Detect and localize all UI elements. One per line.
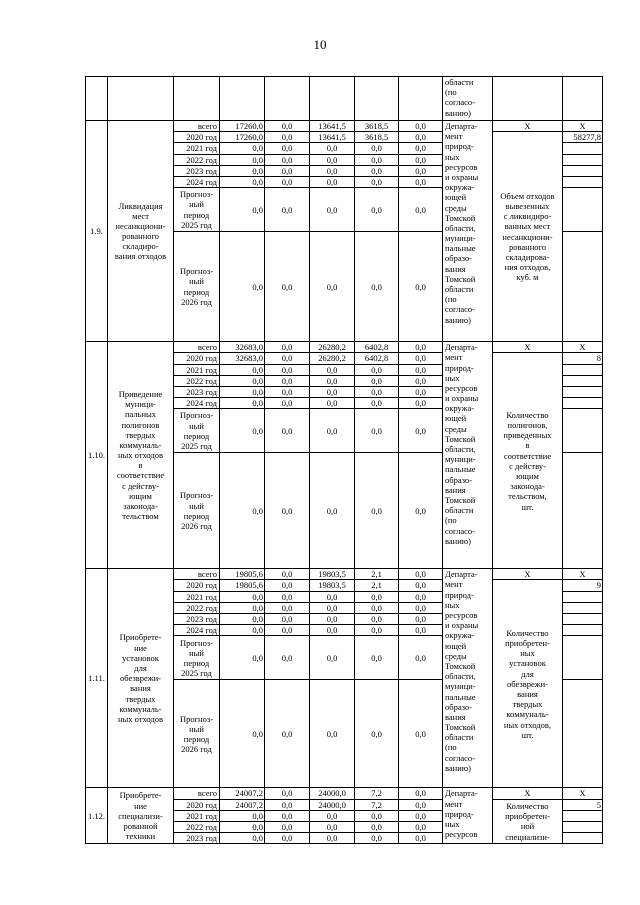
value-cell: 0,0 (355, 188, 399, 232)
value-cell: 0,0 (265, 636, 310, 680)
value-cell: 6402,8 (355, 353, 399, 364)
value-cell: 2,1 (355, 569, 399, 580)
value-cell: 0,0 (310, 453, 355, 569)
period-label: всего (174, 788, 220, 799)
value-cell: 0,0 (220, 453, 265, 569)
indicator-name: Количество полигонов, приведенных в соответствие с действу- ющим законода- тельством, шт. (493, 353, 563, 569)
value-cell: 0,0 (220, 833, 265, 844)
value-cell: 0,0 (265, 591, 310, 602)
value-cell: 0,0 (265, 143, 310, 154)
indicator-value (563, 409, 603, 453)
value-cell: 0,0 (399, 154, 443, 165)
value-cell: 0,0 (355, 386, 399, 397)
page-number: 10 (313, 37, 327, 52)
value-cell: 0,0 (399, 569, 443, 580)
period-label: всего (174, 569, 220, 580)
value-cell: 0,0 (310, 386, 355, 397)
value-cell: 0,0 (220, 409, 265, 453)
value-cell: 0,0 (220, 176, 265, 187)
value-cell: 0,0 (265, 188, 310, 232)
value-cell: 0,0 (265, 154, 310, 165)
value-cell: 0,0 (310, 364, 355, 375)
period-label: 2024 год (174, 176, 220, 187)
value-cell: 0,0 (355, 591, 399, 602)
executor-cell: Департа- мент природ- ных ресурсов и охраны окружа- ющей среды Томской области, муници- пальные образо- вания Томской области (по согласо- ванию) (443, 342, 493, 569)
executor-cell: области (по согласо- ванию) (443, 77, 493, 121)
value-cell: 0,0 (265, 165, 310, 176)
value-cell: 0,0 (399, 121, 443, 132)
period-label: 2020 год (174, 132, 220, 143)
value-cell: 0,0 (265, 821, 310, 832)
value-cell: 0,0 (355, 176, 399, 187)
period-label: 2022 год (174, 154, 220, 165)
x-mark: X (493, 569, 563, 580)
value-cell: 0,0 (399, 386, 443, 397)
value-cell: 0,0 (399, 364, 443, 375)
value-cell: 0,0 (310, 614, 355, 625)
indicator-value (563, 591, 603, 602)
value-cell: 0,0 (355, 165, 399, 176)
value-cell: 0,0 (399, 143, 443, 154)
period-label: Прогноз- ный период 2025 год (174, 636, 220, 680)
value-cell: 0,0 (265, 375, 310, 386)
value-cell: 0,0 (355, 636, 399, 680)
value-cell: 17260,0 (220, 121, 265, 132)
period-label: 2023 год (174, 833, 220, 844)
period-label: Прогноз- ный период 2025 год (174, 409, 220, 453)
indicator-value (563, 386, 603, 397)
value-cell: 0,0 (220, 375, 265, 386)
period-label: 2022 год (174, 375, 220, 386)
value-cell: 2,1 (355, 580, 399, 591)
value-cell: 0,0 (220, 602, 265, 613)
period-label: 2020 год (174, 580, 220, 591)
item-name: Ликвидация мест несанкциони- рованного складиро- вания отходов (108, 121, 174, 342)
value-cell: 0,0 (399, 398, 443, 409)
value-cell: 0,0 (265, 799, 310, 810)
value-cell: 0,0 (310, 625, 355, 636)
value-cell: 0,0 (220, 232, 265, 342)
value-cell: 0,0 (399, 409, 443, 453)
value-cell: 19805,6 (220, 580, 265, 591)
indicator-value (563, 165, 603, 176)
program-table (85, 76, 603, 844)
period-label: 2024 год (174, 625, 220, 636)
value-cell: 0,0 (355, 232, 399, 342)
value-cell: 0,0 (355, 810, 399, 821)
period-label: Прогноз- ный период 2026 год (174, 453, 220, 569)
value-cell: 19803,5 (310, 569, 355, 580)
value-cell: 0,0 (265, 680, 310, 788)
period-label: Прогноз- ный период 2026 год (174, 680, 220, 788)
indicator-value (563, 176, 603, 187)
period-label: 2022 год (174, 821, 220, 832)
period-label: Прогноз- ный период 2025 год (174, 188, 220, 232)
x-mark: X (563, 788, 603, 799)
value-cell: 0,0 (265, 121, 310, 132)
value-cell: 26280,2 (310, 342, 355, 353)
num-cell (86, 77, 108, 121)
indicator-value (563, 821, 603, 832)
value-cell: 0,0 (310, 143, 355, 154)
value-cell: 13641,5 (310, 121, 355, 132)
value-cell: 0,0 (310, 409, 355, 453)
value-cell: 0,0 (355, 602, 399, 613)
x-mark: X (493, 121, 563, 132)
value-cell: 6402,8 (355, 342, 399, 353)
value-cell: 17260,0 (220, 132, 265, 143)
indicator-value (563, 625, 603, 636)
value-cell: 26280,2 (310, 353, 355, 364)
period-label: 2020 год (174, 799, 220, 810)
indicator-value (563, 833, 603, 844)
value-cell: 3618,5 (355, 132, 399, 143)
table-row (86, 788, 603, 799)
value-cell: 0,0 (399, 821, 443, 832)
value-cell: 0,0 (399, 788, 443, 799)
value-cell: 0,0 (265, 602, 310, 613)
indicator-value: 58277,8 (563, 132, 603, 143)
x-mark: X (493, 342, 563, 353)
value-cell: 0,0 (399, 580, 443, 591)
value-cell: 0,0 (265, 453, 310, 569)
indicator-value (563, 398, 603, 409)
value-cell: 0,0 (310, 602, 355, 613)
value-cell: 0,0 (310, 165, 355, 176)
indicator-value (563, 143, 603, 154)
table-row (86, 342, 603, 353)
value-cell: 0,0 (399, 165, 443, 176)
value-cell: 0,0 (220, 614, 265, 625)
executor-cell: Департа- мент природ- ных ресурсов (443, 788, 493, 844)
value-cell: 24000,0 (310, 799, 355, 810)
indicator-value (563, 602, 603, 613)
value-cell: 0,0 (310, 680, 355, 788)
value-cell: 0,0 (310, 188, 355, 232)
value-cell: 0,0 (399, 614, 443, 625)
value-cell: 0,0 (355, 680, 399, 788)
value-cell: 0,0 (310, 232, 355, 342)
period-label: 2021 год (174, 364, 220, 375)
empty-cell (355, 77, 399, 121)
value-cell: 0,0 (265, 788, 310, 799)
period-label: Прогноз- ный период 2026 год (174, 232, 220, 342)
value-cell: 0,0 (265, 353, 310, 364)
value-cell: 0,0 (265, 569, 310, 580)
period-label: 2022 год (174, 602, 220, 613)
x-mark: X (493, 788, 563, 799)
empty-cell (265, 77, 310, 121)
value-cell: 0,0 (399, 602, 443, 613)
period-label: 2020 год (174, 353, 220, 364)
value-cell: 0,0 (220, 821, 265, 832)
value-cell: 0,0 (355, 625, 399, 636)
value-cell: 0,0 (265, 386, 310, 397)
value-cell: 0,0 (355, 614, 399, 625)
x-mark: X (563, 569, 603, 580)
value-cell: 0,0 (399, 453, 443, 569)
x-mark: X (563, 121, 603, 132)
value-cell: 19805,6 (220, 569, 265, 580)
item-number: 1.9. (86, 121, 108, 342)
value-cell: 0,0 (265, 625, 310, 636)
period-label: 2023 год (174, 386, 220, 397)
value-cell: 0,0 (220, 386, 265, 397)
value-cell: 0,0 (265, 833, 310, 844)
value-cell: 0,0 (310, 636, 355, 680)
table-row (86, 121, 603, 132)
value-cell: 0,0 (399, 375, 443, 386)
indicator-value: 8 (563, 353, 603, 364)
continuation-row (86, 77, 603, 121)
value-cell: 0,0 (220, 636, 265, 680)
indicator-value (563, 154, 603, 165)
executor-cell: Департа- мент природ- ных ресурсов и охраны окружа- ющей среды Томской области, муници- пальные образо- вания Томской области (по согласо- ванию) (443, 569, 493, 788)
value-cell: 7,2 (355, 799, 399, 810)
value-cell: 0,0 (399, 232, 443, 342)
value-cell: 0,0 (399, 342, 443, 353)
value-cell: 0,0 (355, 453, 399, 569)
value-cell: 0,0 (399, 591, 443, 602)
value-cell: 0,0 (399, 132, 443, 143)
indicator-value: 9 (563, 580, 603, 591)
value-cell: 0,0 (355, 398, 399, 409)
value-cell: 0,0 (399, 636, 443, 680)
value-cell: 0,0 (399, 810, 443, 821)
value-cell: 0,0 (355, 375, 399, 386)
indicator-value (563, 810, 603, 821)
value-cell: 0,0 (399, 353, 443, 364)
value-cell: 0,0 (265, 398, 310, 409)
value-cell: 0,0 (265, 409, 310, 453)
period-label: 2021 год (174, 591, 220, 602)
item-number: 1.12. (86, 788, 108, 844)
value-cell: 0,0 (355, 364, 399, 375)
period-label: 2021 год (174, 143, 220, 154)
value-cell: 0,0 (310, 176, 355, 187)
value-cell: 0,0 (220, 188, 265, 232)
indicator-value (563, 364, 603, 375)
period-label: 2021 год (174, 810, 220, 821)
value-cell: 32683,0 (220, 353, 265, 364)
value-cell: 0,0 (399, 176, 443, 187)
value-cell: 0,0 (355, 409, 399, 453)
value-cell: 0,0 (265, 614, 310, 625)
value-cell: 0,0 (399, 188, 443, 232)
value-cell: 0,0 (220, 154, 265, 165)
value-cell: 24007,2 (220, 799, 265, 810)
value-cell: 0,0 (220, 143, 265, 154)
empty-cell (493, 77, 563, 121)
value-cell: 0,0 (265, 364, 310, 375)
item-number: 1.11. (86, 569, 108, 788)
indicator-name: Количество приобретен- ной специализи- (493, 799, 563, 844)
value-cell: 0,0 (220, 364, 265, 375)
value-cell: 0,0 (265, 132, 310, 143)
empty-cell (399, 77, 443, 121)
empty-cell (220, 77, 265, 121)
value-cell: 0,0 (310, 398, 355, 409)
period-label: 2023 год (174, 165, 220, 176)
indicator-value (563, 453, 603, 569)
value-cell: 32683,0 (220, 342, 265, 353)
value-cell: 0,0 (355, 143, 399, 154)
value-cell: 3618,5 (355, 121, 399, 132)
value-cell: 0,0 (399, 680, 443, 788)
empty-cell (174, 77, 220, 121)
value-cell: 0,0 (355, 821, 399, 832)
indicator-value: 5 (563, 799, 603, 810)
value-cell: 0,0 (310, 821, 355, 832)
value-cell: 0,0 (265, 580, 310, 591)
value-cell: 0,0 (399, 625, 443, 636)
value-cell: 0,0 (310, 810, 355, 821)
value-cell: 0,0 (220, 165, 265, 176)
value-cell: 24000,0 (310, 788, 355, 799)
value-cell: 7,2 (355, 788, 399, 799)
empty-cell (310, 77, 355, 121)
name-cell (108, 77, 174, 121)
item-name: Приведение муници- пальных полигонов твердых коммуналь- ных отходов в соответствие с действу- ющим законода- тельством (108, 342, 174, 569)
value-cell: 0,0 (265, 232, 310, 342)
value-cell: 0,0 (220, 398, 265, 409)
indicator-value (563, 188, 603, 232)
value-cell: 0,0 (220, 591, 265, 602)
indicator-value (563, 232, 603, 342)
indicator-value (563, 636, 603, 680)
item-name: Приобрете- ние специализи- рованной техники (108, 788, 174, 844)
value-cell: 0,0 (399, 833, 443, 844)
indicator-value (563, 375, 603, 386)
value-cell: 0,0 (265, 342, 310, 353)
value-cell: 0,0 (310, 154, 355, 165)
value-cell: 13641,5 (310, 132, 355, 143)
indicator-value (563, 614, 603, 625)
period-label: всего (174, 121, 220, 132)
period-label: 2023 год (174, 614, 220, 625)
value-cell: 0,0 (220, 680, 265, 788)
x-mark: X (563, 342, 603, 353)
executor-cell: Департа- мент природ- ных ресурсов и охраны окружа- ющей среды Томской области, муници- пальные образо- вания Томской области (по согласо- ванию) (443, 121, 493, 342)
value-cell: 24007,2 (220, 788, 265, 799)
value-cell: 0,0 (220, 625, 265, 636)
item-number: 1.10. (86, 342, 108, 569)
indicator-name: Объем отходов вывезенных с ликвидиро- ванных мест несанкциони- рованного складирова- ния отходов, куб. м (493, 132, 563, 342)
period-label: 2024 год (174, 398, 220, 409)
period-label: всего (174, 342, 220, 353)
value-cell: 0,0 (310, 833, 355, 844)
indicator-name: Количество приобретен- ных установок для обезврежи- вания твердых коммуналь- ных отходов, шт. (493, 580, 563, 788)
item-name: Приобрете- ние установок для обезврежи- вания твердых коммуналь- ных отходов (108, 569, 174, 788)
value-cell: 0,0 (265, 176, 310, 187)
empty-cell (563, 77, 603, 121)
value-cell: 0,0 (310, 591, 355, 602)
value-cell: 0,0 (265, 810, 310, 821)
value-cell: 0,0 (399, 799, 443, 810)
value-cell: 0,0 (220, 810, 265, 821)
value-cell: 19803,5 (310, 580, 355, 591)
table-row (86, 569, 603, 580)
value-cell: 0,0 (355, 154, 399, 165)
value-cell: 0,0 (310, 375, 355, 386)
value-cell: 0,0 (355, 833, 399, 844)
indicator-value (563, 680, 603, 788)
